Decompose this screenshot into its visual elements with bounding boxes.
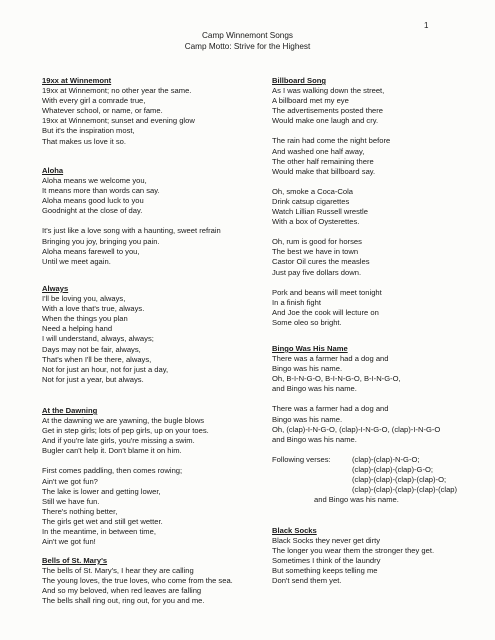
lyric-line: 19xx at Winnemont; no other year the same. [42, 86, 192, 96]
lyric-line: As I was walking down the street, [272, 86, 385, 96]
song-title: At the Dawning [42, 406, 98, 415]
stanza [272, 354, 487, 394]
stanza [42, 176, 272, 216]
lyric-line: Days may not be fair, always, [42, 344, 141, 354]
lyric-line: The longer you wear them the stronger they get. [272, 546, 435, 556]
lyric-line: And if you're late girls, you're missing a swim. [42, 436, 195, 446]
stanza [42, 566, 272, 606]
lyric-line: The lake is lower and getting lower, [42, 486, 161, 496]
lyric-line: With a love that's true, always. [42, 304, 145, 314]
verse-row [272, 465, 487, 475]
lyric-line: It's just like a love song with a haunting, sweet refrain [42, 226, 221, 236]
lyric-line: But it's the inspiration most, [42, 126, 135, 136]
lyric-line: The best we have in town [272, 247, 359, 257]
song-block [42, 284, 272, 395]
lyric-line: I will understand, always, always; [42, 334, 154, 344]
lyric-line: Oh, smoke a Coca-Cola [272, 186, 354, 196]
following-verses-label: Following verses: [272, 454, 331, 464]
lyric-line: In the meantime, in between time, [42, 527, 156, 537]
song-block [42, 166, 272, 277]
lyric-line: and Bingo was his name. [272, 384, 357, 394]
lyric-line: Whatever school, or name, or fame. [42, 106, 163, 116]
lyric-line: When the things you plan [42, 314, 128, 324]
lyric-line: That makes us love it so. [42, 136, 126, 146]
lyric-line: Goodnight at the close of day. [42, 206, 143, 216]
lyric-line: Would make one laugh and cry. [272, 116, 379, 126]
lyric-line: With a box of Oysterettes. [272, 217, 360, 227]
lyric-line: Need a helping hand [42, 324, 113, 334]
lyric-line: Still we have fun. [42, 496, 100, 506]
lyric-line: Sometimes I think of the laundry [272, 556, 381, 566]
lyric-line: Just pay five dollars down. [272, 267, 362, 277]
lyric-line: Not for just an hour, not for just a day, [42, 364, 169, 374]
lyric-line: I'll be loving you, always, [42, 294, 126, 304]
lyric-line: Aloha means good luck to you [42, 196, 144, 206]
lyric-line: The girls get wet and still get wetter. [42, 516, 163, 526]
lyric-line: In a finish fight [272, 297, 321, 307]
lyric-line: Drink catsup cigarettes [272, 196, 350, 206]
lyric-line: Castor Oil cures the measles [272, 257, 370, 267]
lyric-line: There was a farmer had a dog and [272, 354, 389, 364]
lyric-line: But something keeps telling me [272, 566, 378, 576]
lyric-line: 19xx at Winnemont; sunset and evening glow [42, 116, 195, 126]
lyric-line: Would make that billboard say. [272, 166, 376, 176]
verse-row [272, 475, 487, 485]
lyric-line: The other half remaining there [272, 156, 374, 166]
lyric-line: Oh, rum is good for horses [272, 237, 362, 247]
lyric-line: The bells shall ring out, ring out, for you and me. [42, 596, 205, 606]
lyric-line: With every girl a comrade true, [42, 96, 146, 106]
lyric-line: That's when I'll be there, always, [42, 354, 152, 364]
lyric-line: Black Socks they never get dirty [272, 536, 381, 546]
verse-line: (clap)-(clap)-(clap)-(clap)-O; [352, 475, 447, 485]
lyric-line: There was a farmer had a dog and [272, 404, 389, 414]
page-number: 1 [424, 21, 429, 30]
lyric-line: The young loves, the true loves, who come from the sea. [42, 576, 233, 586]
lyric-line: Oh, (clap)-I-N-G-O, (clap)-I-N-G-O, (clap)-I-N-G-O [272, 424, 441, 434]
stanza [272, 86, 487, 126]
song-block [42, 76, 272, 157]
lyric-line: Watch Lillian Russell wrestle [272, 207, 368, 217]
lyric-line: And washed one half away, [272, 146, 365, 156]
stanza [42, 294, 272, 385]
lyric-line: Aloha means farewell to you, [42, 246, 140, 256]
song-title: Black Socks [272, 526, 317, 535]
stanza [42, 466, 272, 547]
song-title: Always [42, 284, 69, 293]
verse-line: (clap)-(clap)-(clap)-(clap)-(clap) [352, 485, 458, 495]
verse-row [272, 455, 487, 465]
following-verses [272, 455, 487, 505]
document-header [0, 30, 495, 52]
song-block [272, 76, 487, 338]
lyric-line: The rain had come the night before [272, 136, 391, 146]
camp-motto: Camp Motto: Strive for the Highest [184, 42, 311, 51]
lyric-line: Bugler can't help it. Don't blame it on him. [42, 446, 182, 456]
song-block [272, 344, 487, 505]
lyric-line: Bringing you joy, bringing you pain. [42, 236, 160, 246]
lyric-line: Some oleo so bright. [272, 317, 342, 327]
following-verses-end: and Bingo was his name. [314, 495, 399, 505]
lyric-line: Not for just a year, but always. [42, 374, 144, 384]
lyric-line: The bells of St. Mary's, I hear they are calling [42, 566, 194, 576]
verse-row [272, 485, 487, 495]
right-column [272, 76, 487, 636]
lyric-line: Bingo was his name. [272, 414, 343, 424]
lyric-line: And so my beloved, when red leaves are falling [42, 586, 202, 596]
song-title: Bells of St. Mary's [42, 556, 108, 565]
verse-line: (clap)-(clap)-(clap)-G-O; [352, 464, 434, 474]
lyric-line: A billboard met my eye [272, 96, 349, 106]
lyric-line: Ain't we got fun! [42, 537, 96, 547]
lyric-line: Aloha means we welcome you, [42, 176, 147, 186]
lyric-line: Ain't we got fun? [42, 476, 98, 486]
left-column [42, 76, 272, 636]
stanza [42, 416, 272, 456]
stanza [272, 136, 487, 176]
lyric-line: Pork and beans will meet tonight [272, 287, 382, 297]
stanza [272, 288, 487, 328]
lyric-line: There's nothing better, [42, 506, 118, 516]
lyric-line: It means more than words can say. [42, 186, 160, 196]
lyric-line: Bingo was his name. [272, 364, 343, 374]
lyric-line: First comes paddling, then comes rowing; [42, 466, 183, 476]
verse-line: (clap)-(clap)-N-G-O; [352, 454, 420, 464]
lyric-line: The advertisements posted there [272, 106, 384, 116]
lyric-line: Oh, B-I-N-G-O, B-I-N-G-O, B-I-N-G-O, [272, 374, 401, 384]
stanza [272, 237, 487, 277]
lyric-line: Don't send them yet. [272, 576, 342, 586]
lyric-line: Until we meet again. [42, 256, 111, 266]
song-title: Bingo Was His Name [272, 344, 348, 353]
song-title: Aloha [42, 166, 64, 175]
document-title: Camp Winnemont Songs [201, 31, 293, 40]
song-title: 19xx at Winnemont [42, 76, 112, 85]
song-block [272, 526, 487, 597]
song-title: Billboard Song [272, 76, 326, 85]
stanza [272, 536, 487, 586]
stanza [42, 226, 272, 266]
song-block [42, 556, 272, 616]
lyric-line: And Joe the cook will lecture on [272, 307, 379, 317]
lyric-line: Get in step girls; lots of pep girls, up on your toes. [42, 426, 209, 436]
stanza [42, 86, 272, 147]
lyric-line: and Bingo was his name. [272, 434, 357, 444]
song-block [42, 406, 272, 557]
stanza [272, 404, 487, 444]
stanza [272, 187, 487, 227]
lyric-line: At the dawning we are yawning, the bugle blows [42, 416, 205, 426]
